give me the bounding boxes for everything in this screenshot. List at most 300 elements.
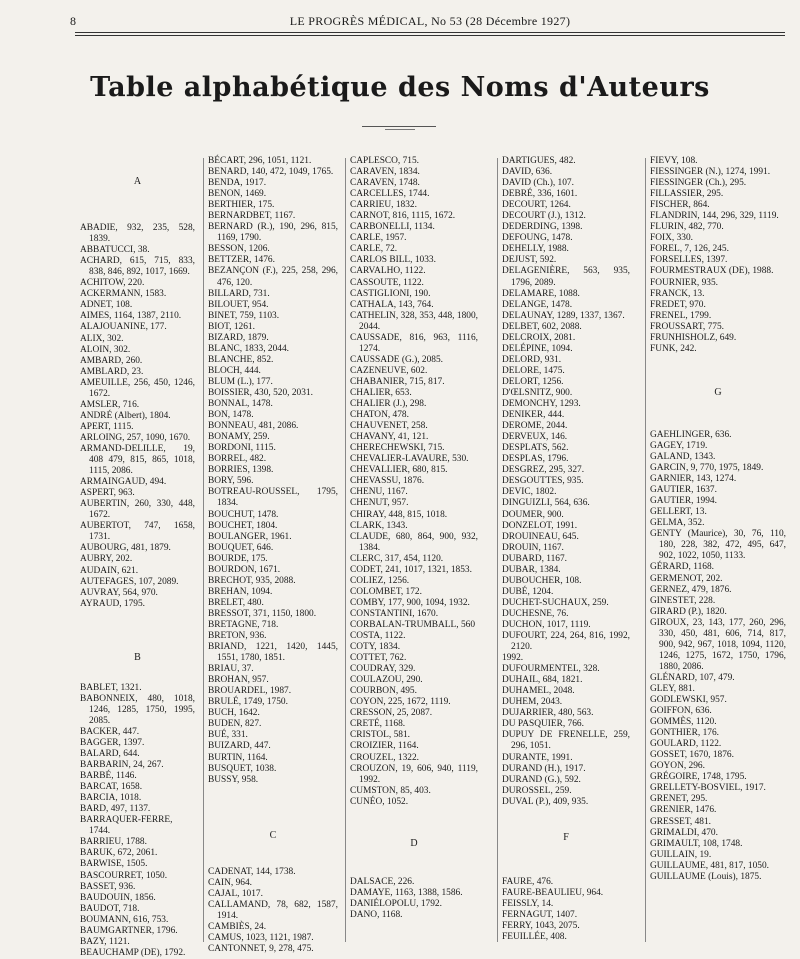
- author-entry: GELMA, 352.: [650, 518, 705, 529]
- author-entry: DESPLAS, 1796.: [502, 454, 569, 465]
- author-entry: DELORE, 1475.: [502, 365, 565, 376]
- author-entry: COULAZOU, 290.: [350, 675, 423, 686]
- author-entry: CHEVALLIER, 680, 815.: [350, 465, 448, 476]
- author-entry: FIESSINGER (Ch.), 295.: [650, 178, 747, 189]
- author-entry: CHAUVENET, 258.: [350, 421, 428, 432]
- author-entry: FAURE, 476.: [502, 876, 554, 887]
- author-entry: ABBATUCCI, 38.: [80, 245, 150, 256]
- author-entry: FOURMESTRAUX (DE), 1988.: [650, 266, 774, 277]
- author-entry: BLUM (L.), 177.: [208, 376, 273, 387]
- author-entry: CAMUS, 1023, 1121, 1987.: [208, 933, 314, 943]
- author-entry: BOUCHUT, 1478.: [208, 509, 279, 520]
- author-entry: BOISSIER, 430, 520, 2031.: [208, 387, 313, 398]
- author-entry: CHENU, 1167.: [350, 487, 408, 498]
- author-entry: GRELLETY-BOSVIEL, 1917.: [650, 783, 766, 794]
- author-entry: AUTEFAGES, 107, 2089.: [80, 576, 179, 587]
- author-entry: GUILLAUME (Louis), 1875.: [650, 871, 762, 882]
- author-entry: CHERECHEWSKI, 715.: [350, 443, 445, 454]
- author-entry: CLERC, 317, 454, 1120.: [350, 553, 444, 564]
- author-entry: CARLOS BILL, 1033.: [350, 255, 436, 266]
- author-entry: FREDET, 970.: [650, 299, 706, 310]
- author-entry: BONNAL, 1478.: [208, 399, 273, 410]
- index-column-4: [502, 156, 630, 946]
- author-entry: DU PASQUIER, 766.: [502, 719, 584, 730]
- author-entry: BILLARD, 731.: [208, 288, 270, 299]
- author-entry: DENIKER, 444.: [502, 410, 565, 421]
- author-entry: CHATON, 478.: [350, 410, 409, 421]
- author-entry: CANTONNET, 9, 278, 475.: [208, 944, 314, 955]
- author-entry: DALSACE, 226.: [350, 876, 415, 887]
- author-entry: BORDONI, 1115.: [208, 443, 276, 454]
- author-entry: COLOMBET, 172.: [350, 586, 422, 597]
- author-entry: CASSOUTE, 1122.: [350, 277, 424, 288]
- author-entry: CAUSSADE, 816, 963, 1116, 1274.: [350, 332, 478, 354]
- author-entry: BARBÉ, 1146.: [80, 771, 137, 782]
- author-entry: BIZARD, 1879.: [208, 332, 269, 343]
- author-entry: CARNOT, 816, 1115, 1672.: [350, 211, 456, 222]
- author-entry: CAPLESCO, 715.: [350, 156, 420, 166]
- author-entry: GARNIER, 143, 1274.: [650, 474, 737, 485]
- author-entry: CHIRAY, 448, 815, 1018.: [350, 509, 448, 520]
- author-entry: BRESSOT, 371, 1150, 1800.: [208, 608, 317, 619]
- author-entry: AUDAIN, 621.: [80, 565, 139, 576]
- author-entry: AMEUILLE, 256, 450, 1246, 1672.: [80, 377, 195, 399]
- author-entry: DUCHON, 1017, 1119.: [502, 619, 591, 630]
- author-entry: GENTY (Maurice), 30, 76, 110, 180, 228, 382, 472, 495, 647, 902, 1022, 1050, 1133.: [650, 529, 786, 562]
- author-entry: ALAJOUANINE, 177.: [80, 322, 167, 333]
- author-entry: DELAMARE, 1088.: [502, 288, 580, 299]
- author-entry: DERVEUX, 146.: [502, 432, 568, 443]
- author-entry: CAIN, 964.: [208, 877, 253, 888]
- author-entry: GRÉGOIRE, 1748, 1795.: [650, 772, 747, 783]
- author-entry: CONSTANTINI, 1670.: [350, 608, 439, 619]
- author-entry: GIRARD (P.), 1820.: [650, 606, 727, 617]
- section-spacer: [80, 156, 195, 170]
- title-ornament-rule-short: [385, 129, 415, 130]
- header-rule: [75, 32, 785, 33]
- author-entry: GINESTET, 228.: [650, 595, 716, 606]
- author-entry: CATHELIN, 328, 353, 448, 1800, 2044.: [350, 310, 478, 332]
- author-entry: COTY, 1834.: [350, 642, 401, 653]
- author-entry: BRETAGNE, 718.: [208, 619, 279, 630]
- author-entry: FUNK, 242.: [650, 343, 697, 354]
- author-entry: BEAUCHAMP (DE), 1792.: [80, 947, 186, 958]
- author-entry: CHALIER (J.), 298.: [350, 399, 427, 410]
- author-entry: BUSQUET, 1038.: [208, 763, 277, 774]
- author-entry: DURAND (G.), 592.: [502, 774, 581, 785]
- author-entry: DROUINEAU, 645.: [502, 531, 579, 542]
- author-entry: GARCIN, 9, 770, 1975, 1849.: [650, 463, 764, 474]
- author-entry: GRESSET, 481.: [650, 816, 712, 827]
- section-spacer: [208, 786, 338, 824]
- author-entry: FORSELLES, 1397.: [650, 255, 728, 266]
- author-entry: BOURDE, 175.: [208, 553, 268, 564]
- section-spacer: [502, 808, 630, 826]
- section-spacer: [502, 849, 630, 877]
- author-entry: FERNAGUT, 1407.: [502, 909, 578, 920]
- author-entry: GLEY, 881.: [650, 683, 695, 694]
- author-entry: ACHITOW, 220.: [80, 278, 145, 289]
- author-entry: GOIFFON, 636.: [650, 706, 712, 717]
- author-entry: CARCELLES, 1744.: [350, 189, 430, 200]
- author-entry: BENDA, 1917.: [208, 178, 267, 189]
- author-entry: DEVIC, 1802.: [502, 487, 557, 498]
- author-entry: FRENEL, 1799.: [650, 310, 712, 321]
- section-spacer: [80, 669, 195, 683]
- author-entry: CADENAT, 144, 1738.: [208, 866, 296, 877]
- section-spacer: [650, 404, 786, 430]
- author-entry: BOURDON, 1671.: [208, 564, 281, 575]
- author-entry: GAUTIER, 1637.: [650, 485, 717, 496]
- author-entry: DUROSSEL, 259.: [502, 785, 572, 796]
- author-entry: BABLET, 1321.: [80, 682, 142, 693]
- author-entry: DELBET, 602, 2088.: [502, 321, 582, 332]
- journal-title: LE PROGRÈS MÉDICAL, No 53 (28 Décembre 1927): [289, 14, 571, 28]
- author-entry: BARD, 497, 1137.: [80, 804, 151, 815]
- author-entry: BARRAQUER-FERRE, 1744.: [80, 815, 173, 837]
- header-rule-double: [75, 35, 785, 36]
- author-entry: DAMAYE, 1163, 1388, 1586.: [350, 887, 463, 898]
- author-entry: BENARD, 140, 472, 1049, 1765.: [208, 167, 334, 178]
- author-entry: CUNÉO, 1052.: [350, 796, 409, 807]
- author-entry: BACKER, 447.: [80, 726, 140, 737]
- author-entry: BUSSY, 958.: [208, 774, 259, 785]
- author-entry: CARRIEU, 1832.: [350, 200, 417, 211]
- author-entry: FILLASSIER, 295.: [650, 189, 724, 200]
- author-entry: ARLOING, 257, 1090, 1670.: [80, 432, 191, 443]
- author-entry: DELCROIX, 2081.: [502, 332, 576, 343]
- author-entry: ANDRÉ (Albert), 1804.: [80, 410, 171, 421]
- author-entry: BOULANGER, 1961.: [208, 531, 292, 542]
- section-spacer: [350, 808, 478, 832]
- author-entry: BON, 1478.: [208, 410, 254, 421]
- author-entry: CATHALA, 143, 764.: [350, 299, 434, 310]
- author-entry: GONTHIER, 176.: [650, 728, 720, 739]
- author-entry: BONNEAU, 481, 2086.: [208, 421, 299, 432]
- author-entry: DEMONCHY, 1293.: [502, 399, 581, 410]
- author-entry: CROUZON, 19, 606, 940, 1119, 1992.: [350, 763, 478, 785]
- author-entry: DELAGENIÈRE, 563, 935, 1796, 2089.: [502, 266, 630, 288]
- author-entry: BRIAU, 37.: [208, 664, 254, 675]
- author-entry: ACHARD, 615, 715, 833, 838, 846, 892, 1017, 1669.: [80, 256, 195, 278]
- author-entry: COSTA, 1122.: [350, 631, 406, 642]
- author-entry: DUCHET-SUCHAUX, 259.: [502, 597, 609, 608]
- author-entry: DELAUNAY, 1289, 1337, 1367.: [502, 310, 625, 321]
- section-spacer: [650, 355, 786, 381]
- author-entry: ALOIN, 302.: [80, 344, 131, 355]
- author-entry: AUBOURG, 481, 1879.: [80, 543, 171, 554]
- index-column-1: [80, 156, 195, 958]
- author-entry: CRISTOL, 581.: [350, 730, 410, 741]
- author-entry: BAGGER, 1397.: [80, 737, 145, 748]
- author-entry: GUILLAUME, 481, 817, 1050.: [650, 860, 770, 871]
- author-entry: CARAVEN, 1748.: [350, 178, 420, 189]
- author-entry: BLANCHE, 852.: [208, 354, 274, 365]
- author-entry: CROIZIER, 1164.: [350, 741, 419, 752]
- author-entry: BESSON, 1206.: [208, 244, 270, 255]
- author-entry: CHEVALIER-LAVAURE, 530.: [350, 454, 469, 465]
- author-entry: DANIÉLOPOLU, 1792.: [350, 898, 442, 909]
- author-entry: DECOURT (J.), 1312.: [502, 211, 586, 222]
- author-entry: AUVRAY, 564, 970.: [80, 587, 158, 598]
- author-entry: FRUNHISHOLZ, 649.: [650, 332, 737, 343]
- author-entry: BUDEN, 827.: [208, 719, 262, 730]
- author-entry: BROUARDEL, 1987.: [208, 686, 292, 697]
- section-letter: D: [410, 837, 418, 849]
- author-entry: BREHAN, 1094.: [208, 586, 273, 597]
- author-entry: GAUTIER, 1994.: [650, 496, 717, 507]
- author-entry: BOUCHET, 1804.: [208, 520, 278, 531]
- author-entry: D'ŒLSNITZ, 900.: [502, 387, 573, 398]
- author-entry: DUFOURT, 224, 264, 816, 1992, 2120.: [502, 631, 630, 653]
- author-entry: DUBÉ, 1204.: [502, 586, 554, 597]
- author-entry: DUHAIL, 684, 1821.: [502, 675, 583, 686]
- author-entry: BAUDOT, 718.: [80, 903, 140, 914]
- author-entry: ASPERT, 963.: [80, 488, 135, 499]
- author-entry: FRANCK, 13.: [650, 288, 705, 299]
- author-entry: BIOT, 1261.: [208, 321, 255, 332]
- author-entry: GRIMAULT, 108, 1748.: [650, 838, 743, 849]
- author-entry: DUFOURMENTEL, 328.: [502, 664, 600, 675]
- author-entry: GALAND, 1343.: [650, 451, 716, 462]
- author-entry: CHEVASSU, 1876.: [350, 476, 425, 487]
- section-spacer: [350, 855, 478, 877]
- author-entry: BRELET, 480.: [208, 597, 264, 608]
- author-entry: GAEHLINGER, 636.: [650, 429, 732, 440]
- section-letter: A: [133, 176, 142, 187]
- author-entry: FOURNIER, 935.: [650, 277, 718, 288]
- author-entry: BARUK, 672, 2061.: [80, 848, 158, 859]
- author-entry: BILOUET, 954.: [208, 299, 269, 310]
- author-entry: GLÉNARD, 107, 479.: [650, 672, 735, 683]
- author-entry: DUBARD, 1167.: [502, 553, 568, 564]
- author-entry: BABONNEIX, 480, 1018, 1246, 1285, 1750, 1995, 2085.: [80, 693, 195, 726]
- author-entry: CASTIGLIONI, 190.: [350, 288, 431, 299]
- author-entry: FAURE-BEAULIEU, 964.: [502, 887, 604, 898]
- author-entry: DELÉPINE, 1094.: [502, 343, 573, 354]
- author-entry: DUCHESNE, 76.: [502, 608, 569, 619]
- author-entry: CRETÉ, 1168.: [350, 719, 406, 730]
- author-entry: BRIAND, 1221, 1420, 1445, 1551, 1780, 1851.: [208, 642, 338, 664]
- author-entry: COURBON, 495.: [350, 686, 417, 697]
- author-entry: FLANDRIN, 144, 296, 329, 1119.: [650, 211, 779, 222]
- author-entry: DAVID (Ch.), 107.: [502, 178, 574, 189]
- author-entry: GIROUX, 23, 143, 177, 260, 296, 330, 450, 481, 606, 714, 817, 900, 942, 967, 1018, 1094, 1120, 1246, 1275, 1672, 1750, 1796, 1880, 2086.: [650, 617, 786, 672]
- author-entry: CORBALAN-TRUMBALL, 560: [350, 619, 476, 630]
- author-entry: DELORD, 931.: [502, 354, 562, 365]
- author-entry: GAGEY, 1719.: [650, 440, 708, 451]
- author-entry: ABADIE, 932, 235, 528, 1839.: [80, 223, 195, 245]
- author-entry: AUBERTOT, 747, 1658, 1731.: [80, 521, 195, 543]
- author-entry: CARVALHO, 1122.: [350, 266, 426, 277]
- author-entry: BRETON, 936.: [208, 631, 267, 642]
- author-entry: COLIEZ, 1256.: [350, 575, 410, 586]
- author-entry: GOULARD, 1122.: [650, 739, 722, 750]
- author-entry: BARCIA, 1018.: [80, 793, 142, 804]
- author-entry: AIMES, 1164, 1387, 2110.: [80, 311, 182, 322]
- author-entry: BROHAN, 957.: [208, 675, 269, 686]
- author-entry: CHABANIER, 715, 817.: [350, 376, 445, 387]
- author-entry: DEDERDING, 1398.: [502, 222, 583, 233]
- author-entry: DEHELLY, 1988.: [502, 244, 569, 255]
- author-entry: DANO, 1168.: [350, 909, 403, 920]
- author-entry: DELANGE, 1478.: [502, 299, 573, 310]
- author-entry: FEUILLÉE, 408.: [502, 932, 567, 943]
- author-entry: BONAMY, 259.: [208, 432, 270, 443]
- author-entry: FROUSSART, 775.: [650, 321, 725, 332]
- author-entry: CARBONELLI, 1134.: [350, 222, 435, 233]
- title-ornament-rule: [362, 126, 436, 127]
- author-entry: DONZELOT, 1991.: [502, 520, 578, 531]
- author-entry: CLARK, 1343.: [350, 520, 408, 531]
- author-entry: GRENET, 295.: [650, 794, 708, 805]
- author-entry: AMBLARD, 23.: [80, 366, 144, 377]
- author-entry: BOUMANN, 616, 753.: [80, 914, 169, 925]
- author-entry: BOTREAU-ROUSSEL, 1795, 1834.: [208, 487, 338, 509]
- author-entry: DUPUY DE FRENELLE, 259, 296, 1051.: [502, 730, 630, 752]
- author-entry: DROUIN, 1167.: [502, 542, 564, 553]
- author-entry: BLOCH, 444.: [208, 365, 261, 376]
- author-entry: CARLE, 72.: [350, 244, 398, 255]
- page-number: 8: [70, 14, 77, 28]
- author-entry: BEZANÇON (F.), 225, 258, 296, 476, 120.: [208, 266, 338, 288]
- author-entry: BARCAT, 1658.: [80, 782, 143, 793]
- author-entry: BOUQUET, 646.: [208, 542, 274, 553]
- author-entry: CHAVANY, 41, 121.: [350, 432, 429, 443]
- author-entry: FEISSLY, 14.: [502, 898, 554, 909]
- author-entry: BRECHOT, 935, 2088.: [208, 575, 296, 586]
- author-entry: BORRIES, 1398.: [208, 465, 274, 476]
- author-entry: DESGOUTTES, 935.: [502, 476, 584, 487]
- author-entry: GOSSET, 1670, 1876.: [650, 750, 734, 761]
- author-entry: BAUMGARTNER, 1796.: [80, 925, 178, 936]
- index-column-2: [208, 156, 338, 955]
- author-entry: CLAUDE, 680, 864, 900, 932, 1384.: [350, 531, 478, 553]
- author-entry: BETTZER, 1476.: [208, 255, 275, 266]
- author-entry: GRENIER, 1476.: [650, 805, 717, 816]
- author-entry: DUBAR, 1384.: [502, 564, 561, 575]
- author-entry: CAMBIÈS, 24.: [208, 921, 267, 932]
- author-entry: FISCHER, 864.: [650, 200, 710, 211]
- author-entry: DEROME, 2044.: [502, 421, 568, 432]
- author-entry: BUCH, 1642.: [208, 708, 260, 719]
- author-entry: DOUMER, 900.: [502, 509, 564, 520]
- author-entry: BALARD, 644.: [80, 749, 140, 760]
- author-entry: DAVID, 636.: [502, 167, 553, 178]
- author-entry: COUDRAY, 329.: [350, 664, 416, 675]
- page-title: Table alphabétique des Noms d'Auteurs: [90, 72, 710, 103]
- author-entry: FIEVY, 108.: [650, 156, 698, 166]
- author-entry: BORREL, 482.: [208, 454, 267, 465]
- author-entry: BLANC, 1833, 2044.: [208, 343, 289, 354]
- author-entry: DUJARRIER, 480, 563.: [502, 708, 594, 719]
- author-entry: BUIZARD, 447.: [208, 741, 271, 752]
- author-entry: AMBARD, 260.: [80, 355, 143, 366]
- author-entry: GELLERT, 13.: [650, 507, 707, 518]
- author-entry: DUHAMEL, 2048.: [502, 686, 575, 697]
- author-entry: DECOURT, 1264.: [502, 200, 571, 211]
- author-entry: CODET, 241, 1017, 1321, 1853.: [350, 564, 472, 575]
- author-entry: BARBARIN, 24, 267.: [80, 760, 164, 771]
- author-entry: GÉRARD, 1168.: [650, 562, 714, 573]
- author-entry: DARTIGUES, 482.: [502, 156, 576, 166]
- author-entry: AYRAUD, 1795.: [80, 598, 146, 609]
- author-entry: FOREL, 7, 126, 245.: [650, 244, 729, 255]
- author-entry: CARLE, 1957.: [350, 233, 407, 244]
- author-entry: AMSLER, 716.: [80, 399, 140, 410]
- author-entry: BURTIN, 1164.: [208, 752, 268, 763]
- author-entry: BASSET, 936.: [80, 881, 136, 892]
- author-entry: FERRY, 1043, 2075.: [502, 921, 580, 931]
- author-entry: ADNET, 108.: [80, 300, 133, 311]
- author-entry: DELORT, 1256.: [502, 376, 564, 387]
- author-entry: COTTET, 762.: [350, 653, 407, 664]
- author-entry: DUHEM, 2043.: [502, 697, 563, 708]
- author-entry: DURAND (H.), 1917.: [502, 763, 586, 774]
- author-index: [80, 156, 790, 958]
- author-entry: BERNARDBET, 1167.: [208, 211, 296, 222]
- author-entry: GERNEZ, 479, 1876.: [650, 584, 732, 595]
- author-entry: AUBRY, 202.: [80, 554, 133, 565]
- author-entry: FIESSINGER (N.), 1274, 1991.: [650, 167, 771, 178]
- author-entry: CAZENEUVE, 602.: [350, 365, 428, 376]
- author-entry: DEJUST, 592.: [502, 255, 557, 266]
- author-entry: BORY, 596.: [208, 476, 254, 487]
- author-entry: APERT, 1115.: [80, 421, 134, 432]
- author-entry: COMBY, 177, 900, 1094, 1932.: [350, 597, 470, 608]
- author-entry: DEBRÉ, 336, 1601.: [502, 189, 578, 200]
- author-entry: CRESSON, 25, 2087.: [350, 708, 433, 719]
- author-entry: ACKERMANN, 1583.: [80, 289, 167, 300]
- author-entry: CROUZEL, 1322.: [350, 752, 420, 763]
- author-entry: DESGREZ, 295, 327.: [502, 465, 585, 476]
- author-entry: COYON, 225, 1672, 1119.: [350, 697, 451, 708]
- author-entry: DINGUIZLI, 564, 636.: [502, 498, 590, 509]
- author-entry: BARRIEU, 1788.: [80, 837, 147, 848]
- author-entry: BUÉ, 331.: [208, 730, 248, 741]
- section-spacer: [80, 610, 195, 646]
- index-column-5: [650, 156, 786, 946]
- author-entry: CAJAL, 1017.: [208, 888, 263, 899]
- author-entry: DUVAL (P.), 409, 935.: [502, 796, 589, 807]
- author-entry: DURANTE, 1991.: [502, 752, 573, 763]
- section-spacer: [208, 847, 338, 867]
- author-entry: CHENUT, 957.: [350, 498, 409, 509]
- index-column-3: [350, 156, 478, 946]
- author-entry: CAUSSADE (G.), 2085.: [350, 354, 443, 365]
- author-entry: BERTHIER, 175.: [208, 200, 275, 211]
- author-entry: FLURIN, 482, 770.: [650, 222, 724, 233]
- author-entry: BARWISE, 1505.: [80, 859, 148, 870]
- author-entry: GOYON, 296.: [650, 761, 705, 772]
- author-entry: GOMMÈS, 1120.: [650, 717, 717, 728]
- author-entry: GODLEWSKI, 957.: [650, 695, 727, 706]
- author-entry: BAUDOUIN, 1856.: [80, 892, 156, 903]
- author-entry: BÉCART, 296, 1051, 1121.: [208, 156, 312, 166]
- author-entry: GERMENOT, 202.: [650, 573, 723, 584]
- author-entry: BENON, 1469.: [208, 189, 267, 200]
- author-entry: BASCOURRET, 1050.: [80, 870, 168, 881]
- author-entry: CUMSTON, 85, 403.: [350, 785, 431, 796]
- author-entry: BRULÉ, 1749, 1750.: [208, 697, 288, 708]
- author-entry: CALLAMAND, 78, 682, 1587, 1914.: [208, 899, 338, 921]
- author-entry: FOIX, 330.: [650, 233, 693, 244]
- author-entry: BERNARD (R.), 190, 296, 815, 1169, 1790.: [208, 222, 338, 244]
- author-entry: ALIX, 302.: [80, 333, 124, 344]
- section-letter: G: [714, 386, 722, 398]
- author-entry: DEFOUNG, 1478.: [502, 233, 573, 244]
- section-letter: F: [563, 831, 569, 843]
